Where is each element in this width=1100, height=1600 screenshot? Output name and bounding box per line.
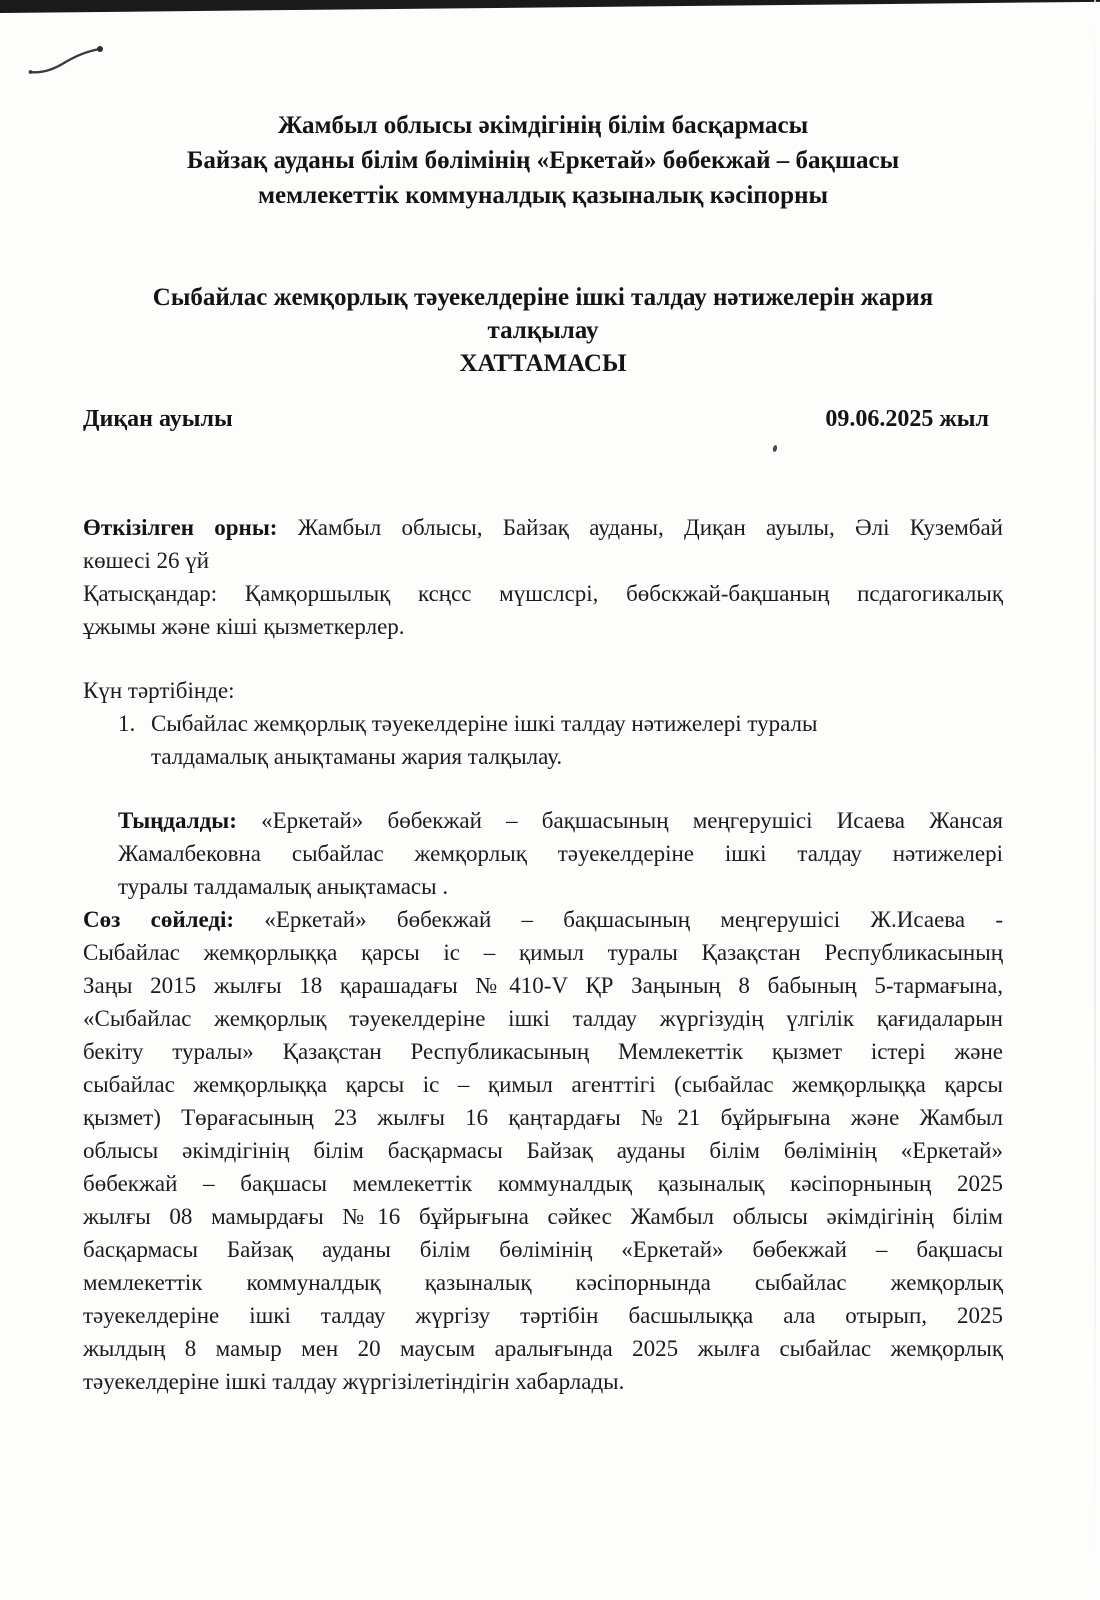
paragraph-label: Өткізілген орны: (83, 515, 278, 540)
text-line: Сөз сөйледі: «Еркетай» бөбекжай – бақшасының меңгерушісі Ж.Исаева - (83, 907, 1003, 932)
text-line: мемлекеттік коммуналдық қазыналық кәсіпорны (257, 182, 828, 209)
text-line: Сыбайлас жемқорлық тәуекелдеріне ішкі талдау нәтижелерін жария (152, 284, 934, 311)
text-line: ХАТТАМАСЫ (459, 350, 627, 377)
paragraph-label: Сөз сөйледі: (83, 907, 235, 932)
text-line: Тыңдалды: «Еркетай» бөбекжай – бақшасының меңгерушісі Исаева Жансая (118, 808, 1003, 833)
paragraph-participants (83, 577, 1003, 643)
text-line: бекіту туралы» Қазақстан Республикасының Мемлекеттік қызмет істері және (83, 1039, 1003, 1064)
agenda-heading: Күн тәртібінде: (83, 678, 235, 703)
scanner-edge-artifact-right (1094, 0, 1096, 1600)
text-line: тәуекелдеріне ішкі талдау жүргізу тәртібін басшылыққа ала отырып, 2025 (83, 1303, 1003, 1328)
text-line: ұжымы және кіші қызметкерлер. (83, 614, 405, 639)
text-line: бөбекжай – бақшасы мемлекеттік коммуналдық қазыналық кәсіпорнының 2025 (83, 1171, 1003, 1196)
text-line: «Сыбайлас жемқорлық тәуекелдеріне ішкі талдау жүргізудің үлгілік қағидаларын (83, 1006, 1003, 1031)
place-date-row (83, 403, 1003, 436)
text-line: Байзақ ауданы білім бөлімінің «Еркетай» бөбекжай – бақшасы (186, 147, 900, 174)
agenda-item-1 (83, 707, 1003, 773)
text-line: Қатысқандар: Қамқоршылық ксңсс мүшслсрі, бөбскжай-бақшаның псдагогикалық (83, 581, 1003, 606)
text-line: жылдың 8 мамыр мен 20 маусым аралығында 2025 жылға сыбайлас жемқорлық (83, 1336, 1003, 1361)
document-title (83, 282, 1003, 381)
date-label: 09.06.2025 жыл (825, 406, 989, 432)
agenda-section (83, 674, 1003, 773)
list-number: 1. (118, 711, 136, 736)
text-line: Заңы 2015 жылғы 18 қарашадағы №410-V ҚР Заңының 8 бабының 5-тармағына, (83, 973, 1003, 998)
paragraph-location (83, 511, 1003, 577)
text-line: тәуекелдеріне ішкі талдау жүргізілетіндігін хабарлады. (83, 1369, 625, 1394)
paragraph-speech (83, 903, 1003, 1398)
paragraph-heard (83, 804, 1003, 903)
text-line: қызмет) Төрағасының 23 жылғы 16 қаңтардағы №21 бұйрығына және Жамбыл (83, 1105, 1003, 1130)
text-line: Жамбыл облысы әкімдігінің білім басқармасы (277, 112, 809, 139)
text-line: талдамалық анықтаманы жария талқылау. (151, 744, 563, 769)
text-line: жылғы 08 мамырдағы №16 бұйрығына сәйкес Жамбыл облысы әкімдігінің білім (83, 1204, 1003, 1229)
place-label: Диқан ауылы (83, 406, 233, 432)
text-line: 1. Сыбайлас жемқорлық тәуекелдеріне ішкі талдау нәтижелері туралы (83, 707, 1003, 740)
text-line: Өткізілген орны: Жамбыл облысы, Байзақ ауданы, Диқан ауылы, Әлі Кузембай (83, 515, 1003, 540)
paragraph-label: Тыңдалды: (118, 808, 237, 833)
text-line: басқармасы Байзақ ауданы білім бөлімінің «Еркетай» бөбекжай – бақшасы (83, 1237, 1003, 1262)
text-line: талқылау (487, 317, 599, 344)
organization-header (83, 108, 1003, 213)
text-line: облысы әкімдігінің білім басқармасы Байзақ ауданы білім бөлімінің «Еркетай» (83, 1138, 1003, 1163)
text-line: Сыбайлас жемқорлыққа қарсы іс – қимыл туралы Қазақстан Республикасының (83, 940, 1003, 965)
text-line: туралы талдамалық анықтамасы . (118, 874, 449, 899)
text-line: мемлекеттік коммуналдық қазыналық кәсіпорнында сыбайлас жемқорлық (83, 1270, 1003, 1295)
document-page (83, 0, 1003, 1398)
text-line: көшесі 26 үй (83, 548, 210, 573)
text-line: сыбайлас жемқорлыққа қарсы іс – қимыл агенттігі (сыбайлас жемқорлыққа қарсы (83, 1072, 1003, 1097)
text-line: Жамалбековна сыбайлас жемқорлық тәуекелдеріне ішкі талдау нәтижелері (118, 841, 1003, 866)
